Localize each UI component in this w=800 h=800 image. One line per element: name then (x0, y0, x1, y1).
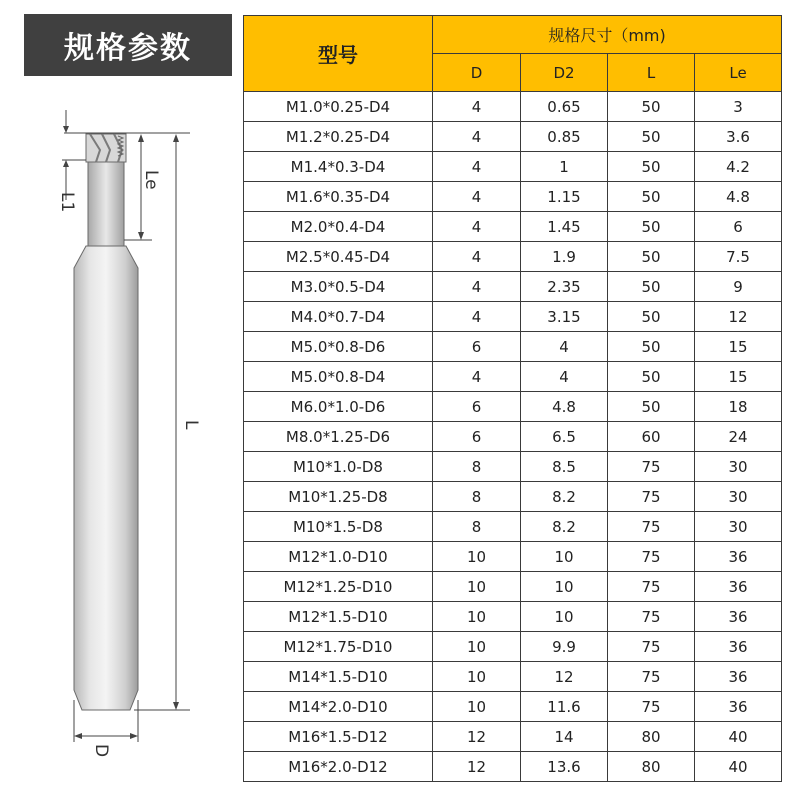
le-dimension (124, 134, 161, 240)
d-cell: 4 (433, 182, 521, 212)
d2-cell: 8.5 (521, 452, 608, 482)
d2-cell: 11.6 (521, 692, 608, 722)
d-cell: 10 (433, 632, 521, 662)
l-label: L (181, 420, 201, 430)
table-row (244, 332, 782, 362)
le-cell: 36 (695, 572, 782, 602)
d2-cell: 0.85 (521, 122, 608, 152)
le-cell: 40 (695, 752, 782, 782)
table-row (244, 542, 782, 572)
table-row (244, 512, 782, 542)
model-cell: M1.2*0.25-D4 (244, 122, 433, 152)
table-row (244, 482, 782, 512)
l-cell: 60 (608, 422, 695, 452)
d2-cell: 8.2 (521, 482, 608, 512)
l-cell: 75 (608, 662, 695, 692)
d2-cell: 4.8 (521, 392, 608, 422)
page-title: 规格参数 (24, 14, 232, 76)
l-cell: 50 (608, 212, 695, 242)
d-cell: 8 (433, 452, 521, 482)
le-cell: 4.2 (695, 152, 782, 182)
d2-cell: 4 (521, 332, 608, 362)
d-cell: 4 (433, 362, 521, 392)
table-row (244, 362, 782, 392)
d2-cell: 13.6 (521, 752, 608, 782)
model-cell: M3.0*0.5-D4 (244, 272, 433, 302)
spec-table-body (244, 92, 782, 782)
le-cell: 36 (695, 692, 782, 722)
d-cell: 8 (433, 482, 521, 512)
size-group-header: 规格尺寸（mm) (433, 16, 782, 54)
le-cell: 3 (695, 92, 782, 122)
d-cell: 10 (433, 692, 521, 722)
table-row (244, 662, 782, 692)
d2-cell: 12 (521, 662, 608, 692)
d-cell: 10 (433, 542, 521, 572)
d-cell: 4 (433, 302, 521, 332)
model-cell: M12*1.0-D10 (244, 542, 433, 572)
model-cell: M6.0*1.0-D6 (244, 392, 433, 422)
table-row (244, 92, 782, 122)
d2-cell: 10 (521, 602, 608, 632)
d2-cell: 1.9 (521, 242, 608, 272)
le-cell: 3.6 (695, 122, 782, 152)
model-cell: M5.0*0.8-D6 (244, 332, 433, 362)
table-row (244, 122, 782, 152)
d-cell: 12 (433, 752, 521, 782)
model-cell: M12*1.5-D10 (244, 602, 433, 632)
l-cell: 50 (608, 362, 695, 392)
l-cell: 50 (608, 122, 695, 152)
table-row (244, 302, 782, 332)
le-label: Le (141, 170, 161, 190)
l-cell: 50 (608, 392, 695, 422)
le-cell: 36 (695, 662, 782, 692)
model-cell: M2.0*0.4-D4 (244, 212, 433, 242)
d2-cell: 14 (521, 722, 608, 752)
tool-dimension-drawing (0, 90, 240, 800)
le-cell: 40 (695, 722, 782, 752)
table-row (244, 602, 782, 632)
d-cell: 6 (433, 422, 521, 452)
model-cell: M2.5*0.45-D4 (244, 242, 433, 272)
table-row (244, 572, 782, 602)
l-cell: 75 (608, 512, 695, 542)
le-cell: 7.5 (695, 242, 782, 272)
d-cell: 6 (433, 392, 521, 422)
le-cell: 30 (695, 512, 782, 542)
model-cell: M5.0*0.8-D4 (244, 362, 433, 392)
l-cell: 75 (608, 542, 695, 572)
model-cell: M1.4*0.3-D4 (244, 152, 433, 182)
le-cell: 36 (695, 542, 782, 572)
d-cell: 10 (433, 662, 521, 692)
d2-cell: 2.35 (521, 272, 608, 302)
thread-head (86, 134, 126, 162)
l-cell: 75 (608, 482, 695, 512)
model-cell: M8.0*1.25-D6 (244, 422, 433, 452)
d2-cell: 9.9 (521, 632, 608, 662)
d-cell: 12 (433, 722, 521, 752)
d-cell: 4 (433, 242, 521, 272)
table-row (244, 152, 782, 182)
d2-cell: 1.15 (521, 182, 608, 212)
table-row (244, 752, 782, 782)
column-header: D (433, 54, 521, 92)
l-cell: 75 (608, 602, 695, 632)
d2-cell: 6.5 (521, 422, 608, 452)
table-row (244, 632, 782, 662)
model-cell: M14*1.5-D10 (244, 662, 433, 692)
model-cell: M12*1.25-D10 (244, 572, 433, 602)
tool-neck (88, 160, 124, 246)
d2-cell: 1 (521, 152, 608, 182)
d2-cell: 1.45 (521, 212, 608, 242)
table-row (244, 242, 782, 272)
le-cell: 18 (695, 392, 782, 422)
l-cell: 80 (608, 752, 695, 782)
model-cell: M12*1.75-D10 (244, 632, 433, 662)
model-cell: M10*1.25-D8 (244, 482, 433, 512)
le-cell: 36 (695, 632, 782, 662)
l-cell: 75 (608, 632, 695, 662)
le-cell: 12 (695, 302, 782, 332)
column-header: Le (695, 54, 782, 92)
table-row (244, 452, 782, 482)
le-cell: 36 (695, 602, 782, 632)
l-cell: 50 (608, 92, 695, 122)
l-cell: 50 (608, 152, 695, 182)
d2-cell: 8.2 (521, 512, 608, 542)
d-cell: 10 (433, 572, 521, 602)
le-cell: 9 (695, 272, 782, 302)
table-row (244, 392, 782, 422)
d2-cell: 10 (521, 542, 608, 572)
l-cell: 75 (608, 572, 695, 602)
le-cell: 30 (695, 452, 782, 482)
model-cell: M16*2.0-D12 (244, 752, 433, 782)
model-cell: M10*1.5-D8 (244, 512, 433, 542)
l1-dimension (57, 110, 86, 212)
table-row (244, 212, 782, 242)
d-cell: 4 (433, 92, 521, 122)
d-cell: 4 (433, 152, 521, 182)
column-header: L (608, 54, 695, 92)
model-cell: M4.0*0.7-D4 (244, 302, 433, 332)
l-cell: 75 (608, 692, 695, 722)
l-cell: 50 (608, 302, 695, 332)
le-cell: 6 (695, 212, 782, 242)
l-cell: 80 (608, 722, 695, 752)
l-cell: 50 (608, 242, 695, 272)
column-header: D2 (521, 54, 608, 92)
l-cell: 50 (608, 272, 695, 302)
d2-cell: 10 (521, 572, 608, 602)
le-cell: 15 (695, 332, 782, 362)
table-row (244, 422, 782, 452)
d-label: D (91, 744, 111, 758)
table-row (244, 722, 782, 752)
l1-label: L1 (57, 192, 77, 213)
d2-cell: 4 (521, 362, 608, 392)
table-row (244, 272, 782, 302)
l-cell: 50 (608, 332, 695, 362)
d2-cell: 0.65 (521, 92, 608, 122)
d-cell: 4 (433, 272, 521, 302)
tool-shank (74, 246, 138, 710)
table-row (244, 182, 782, 212)
d-cell: 10 (433, 602, 521, 632)
d-cell: 4 (433, 122, 521, 152)
model-cell: M1.6*0.35-D4 (244, 182, 433, 212)
l-cell: 50 (608, 182, 695, 212)
d-cell: 6 (433, 332, 521, 362)
l-dimension (134, 134, 201, 710)
model-cell: M14*2.0-D10 (244, 692, 433, 722)
model-header: 型号 (244, 16, 433, 92)
model-cell: M16*1.5-D12 (244, 722, 433, 752)
model-cell: M1.0*0.25-D4 (244, 92, 433, 122)
d2-cell: 3.15 (521, 302, 608, 332)
spec-table (243, 15, 782, 782)
l-cell: 75 (608, 452, 695, 482)
model-cell: M10*1.0-D8 (244, 452, 433, 482)
le-cell: 30 (695, 482, 782, 512)
d-cell: 4 (433, 212, 521, 242)
le-cell: 24 (695, 422, 782, 452)
d-cell: 8 (433, 512, 521, 542)
le-cell: 4.8 (695, 182, 782, 212)
table-row (244, 692, 782, 722)
le-cell: 15 (695, 362, 782, 392)
